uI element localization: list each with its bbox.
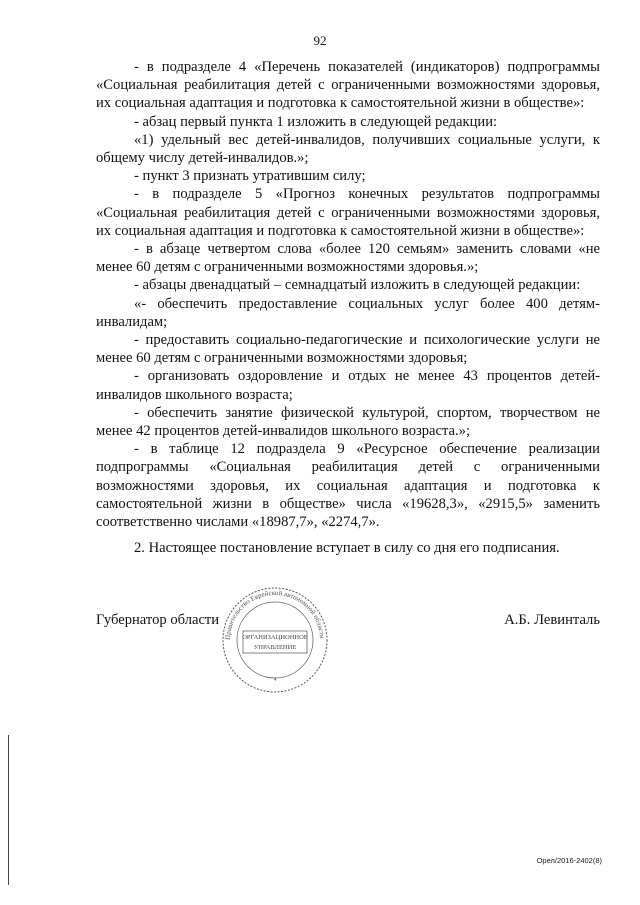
- stamp-number: 4: [273, 677, 277, 683]
- official-stamp: [210, 585, 340, 695]
- signature-title: Губернатор области: [96, 612, 220, 628]
- stamp-ring-text: Правительство Еврейской автономной области: [223, 588, 327, 641]
- paragraph-effective-date: 2. Настоящее постановление вступает в силу со дня его подписания.: [134, 540, 560, 557]
- paragraph-table-12: - в таблице 12 подраздела 9 «Ресурсное обеспечение реализации подпрограммы «Социальная реабилитация детей с ограниченными возможностями здоровья, их социальная адаптация и подготовка к самостоятельной жизни в обществе» числа «19628,3», «2915,5» заменить соответственно числами «18987,7», «2274,7».: [96, 441, 600, 531]
- signature-name: А.Б. Левинталь: [504, 612, 600, 628]
- paragraph-point-3: - пункт 3 признать утратившим силу;: [134, 168, 366, 185]
- stamp-inner-line-1: ОРГАНИЗАЦИОННОЕ: [242, 634, 308, 641]
- paragraph-clauses-12-17: - абзацы двенадцатый – семнадцатый изложить в следующей редакции:: [134, 277, 581, 294]
- paragraph-fourth-clause: - в абзаце четвертом слова «более 120 семьям» заменить словами «не менее 60 детям с ограниченными возможностями здоровья.»;: [96, 241, 600, 276]
- stamp-inner-line-2: УПРАВЛЕНИЕ: [253, 644, 297, 651]
- paragraph-sports: - обеспечить занятие физической культурой, спортом, творчеством не менее 42 процентов детей-инвалидов школьного возраста.»;: [96, 404, 600, 440]
- paragraph-share-of-children: «1) удельный вес детей-инвалидов, получивших социальные услуги, к общему числу детей-инвалидов.»;: [96, 131, 600, 167]
- margin-line: [8, 735, 9, 885]
- document-body: [96, 58, 600, 557]
- paragraph-social-services: «- обеспечить предоставление социальных услуг более 400 детям-инвалидам;: [96, 295, 600, 330]
- page-number: 92: [313, 33, 327, 48]
- paragraph-psych-services: - предоставить социально-педагогические и психологические услуги не менее 60 детям с ограниченными возможностями здоровья;: [96, 332, 600, 367]
- paragraph-subsection-4: - в подразделе 4 «Перечень показателей (индикаторов) подпрограммы «Социальная реабилитация детей с ограниченными возможностями здоровья, их социальная адаптация и подготовка к самостоятельной жизни в обществе»:: [96, 59, 600, 112]
- paragraph-first-clause: - абзац первый пункта 1 изложить в следующей редакции:: [134, 113, 498, 130]
- paragraph-subsection-5: - в подразделе 5 «Прогноз конечных результатов подпрограммы «Социальная реабилитация детей с ограниченными возможностями здоровья, их социальная адаптация и подготовка к самостоятельной жизни в обществе»:: [96, 186, 600, 239]
- document-code: Орел/2016-2402(8): [536, 856, 602, 865]
- paragraph-recreation: - организовать оздоровление и отдых не менее 43 процентов детей-инвалидов школьного возраста;: [96, 368, 600, 403]
